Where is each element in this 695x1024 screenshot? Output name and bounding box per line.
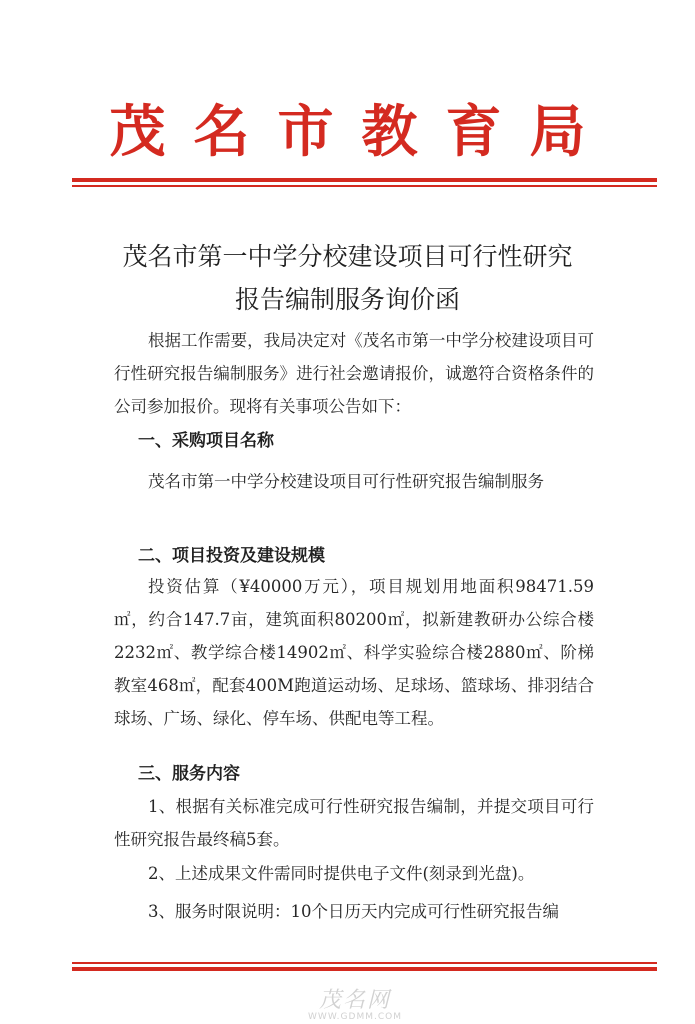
header-rule-thick bbox=[72, 178, 657, 182]
footer-rule-thick bbox=[72, 967, 657, 971]
document-title-line1: 茂名市第一中学分校建设项目可行性研究 bbox=[122, 242, 573, 271]
section-2-text: 投资估算（¥40000万元），项目规划用地面积98471.59㎡，约合147.7亩，建筑面积80200㎡，拟新建教研办公综合楼2232㎡、教学综合楼14902㎡、科学实验综合楼2880㎡、阶梯教室468㎡，配套400M跑道运动场、足球场、篮球场、排羽结合球场、广场、绿化、停车场、供配电等工程。 bbox=[114, 577, 594, 728]
footer-rule-thin bbox=[72, 962, 657, 964]
section-heading-1: 一、采购项目名称 bbox=[138, 431, 274, 451]
section-heading-2: 二、项目投资及建设规模 bbox=[138, 546, 325, 566]
service-item-1: 1、根据有关标准完成可行性研究报告编制，并提交项目可行性研究报告最终稿5套。 bbox=[114, 797, 594, 849]
watermark-url: WWW.GDMM.COM bbox=[308, 1012, 402, 1022]
intro-paragraph: 根据工作需要，我局决定对《茂名市第一中学分校建设项目可行性研究报告编制服务》进行社会邀请报价，诚邀符合资格条件的公司参加报价。现将有关事项公告如下： bbox=[114, 331, 594, 416]
header-rule-thin bbox=[72, 185, 657, 187]
section-heading-3: 三、服务内容 bbox=[138, 764, 240, 784]
agency-masthead: 茂名市教育局 bbox=[109, 99, 614, 165]
document-title-line2: 报告编制服务询价函 bbox=[234, 285, 460, 314]
section-1-text: 茂名市第一中学分校建设项目可行性研究报告编制服务 bbox=[148, 472, 544, 491]
service-item-3: 3、服务时限说明：10个日历天内完成可行性研究报告编 bbox=[148, 902, 559, 921]
site-watermark bbox=[255, 983, 455, 1021]
service-item-2: 2、上述成果文件需同时提供电子文件(刻录到光盘)。 bbox=[148, 864, 535, 883]
watermark-logo: 茂名网 bbox=[318, 988, 391, 1013]
